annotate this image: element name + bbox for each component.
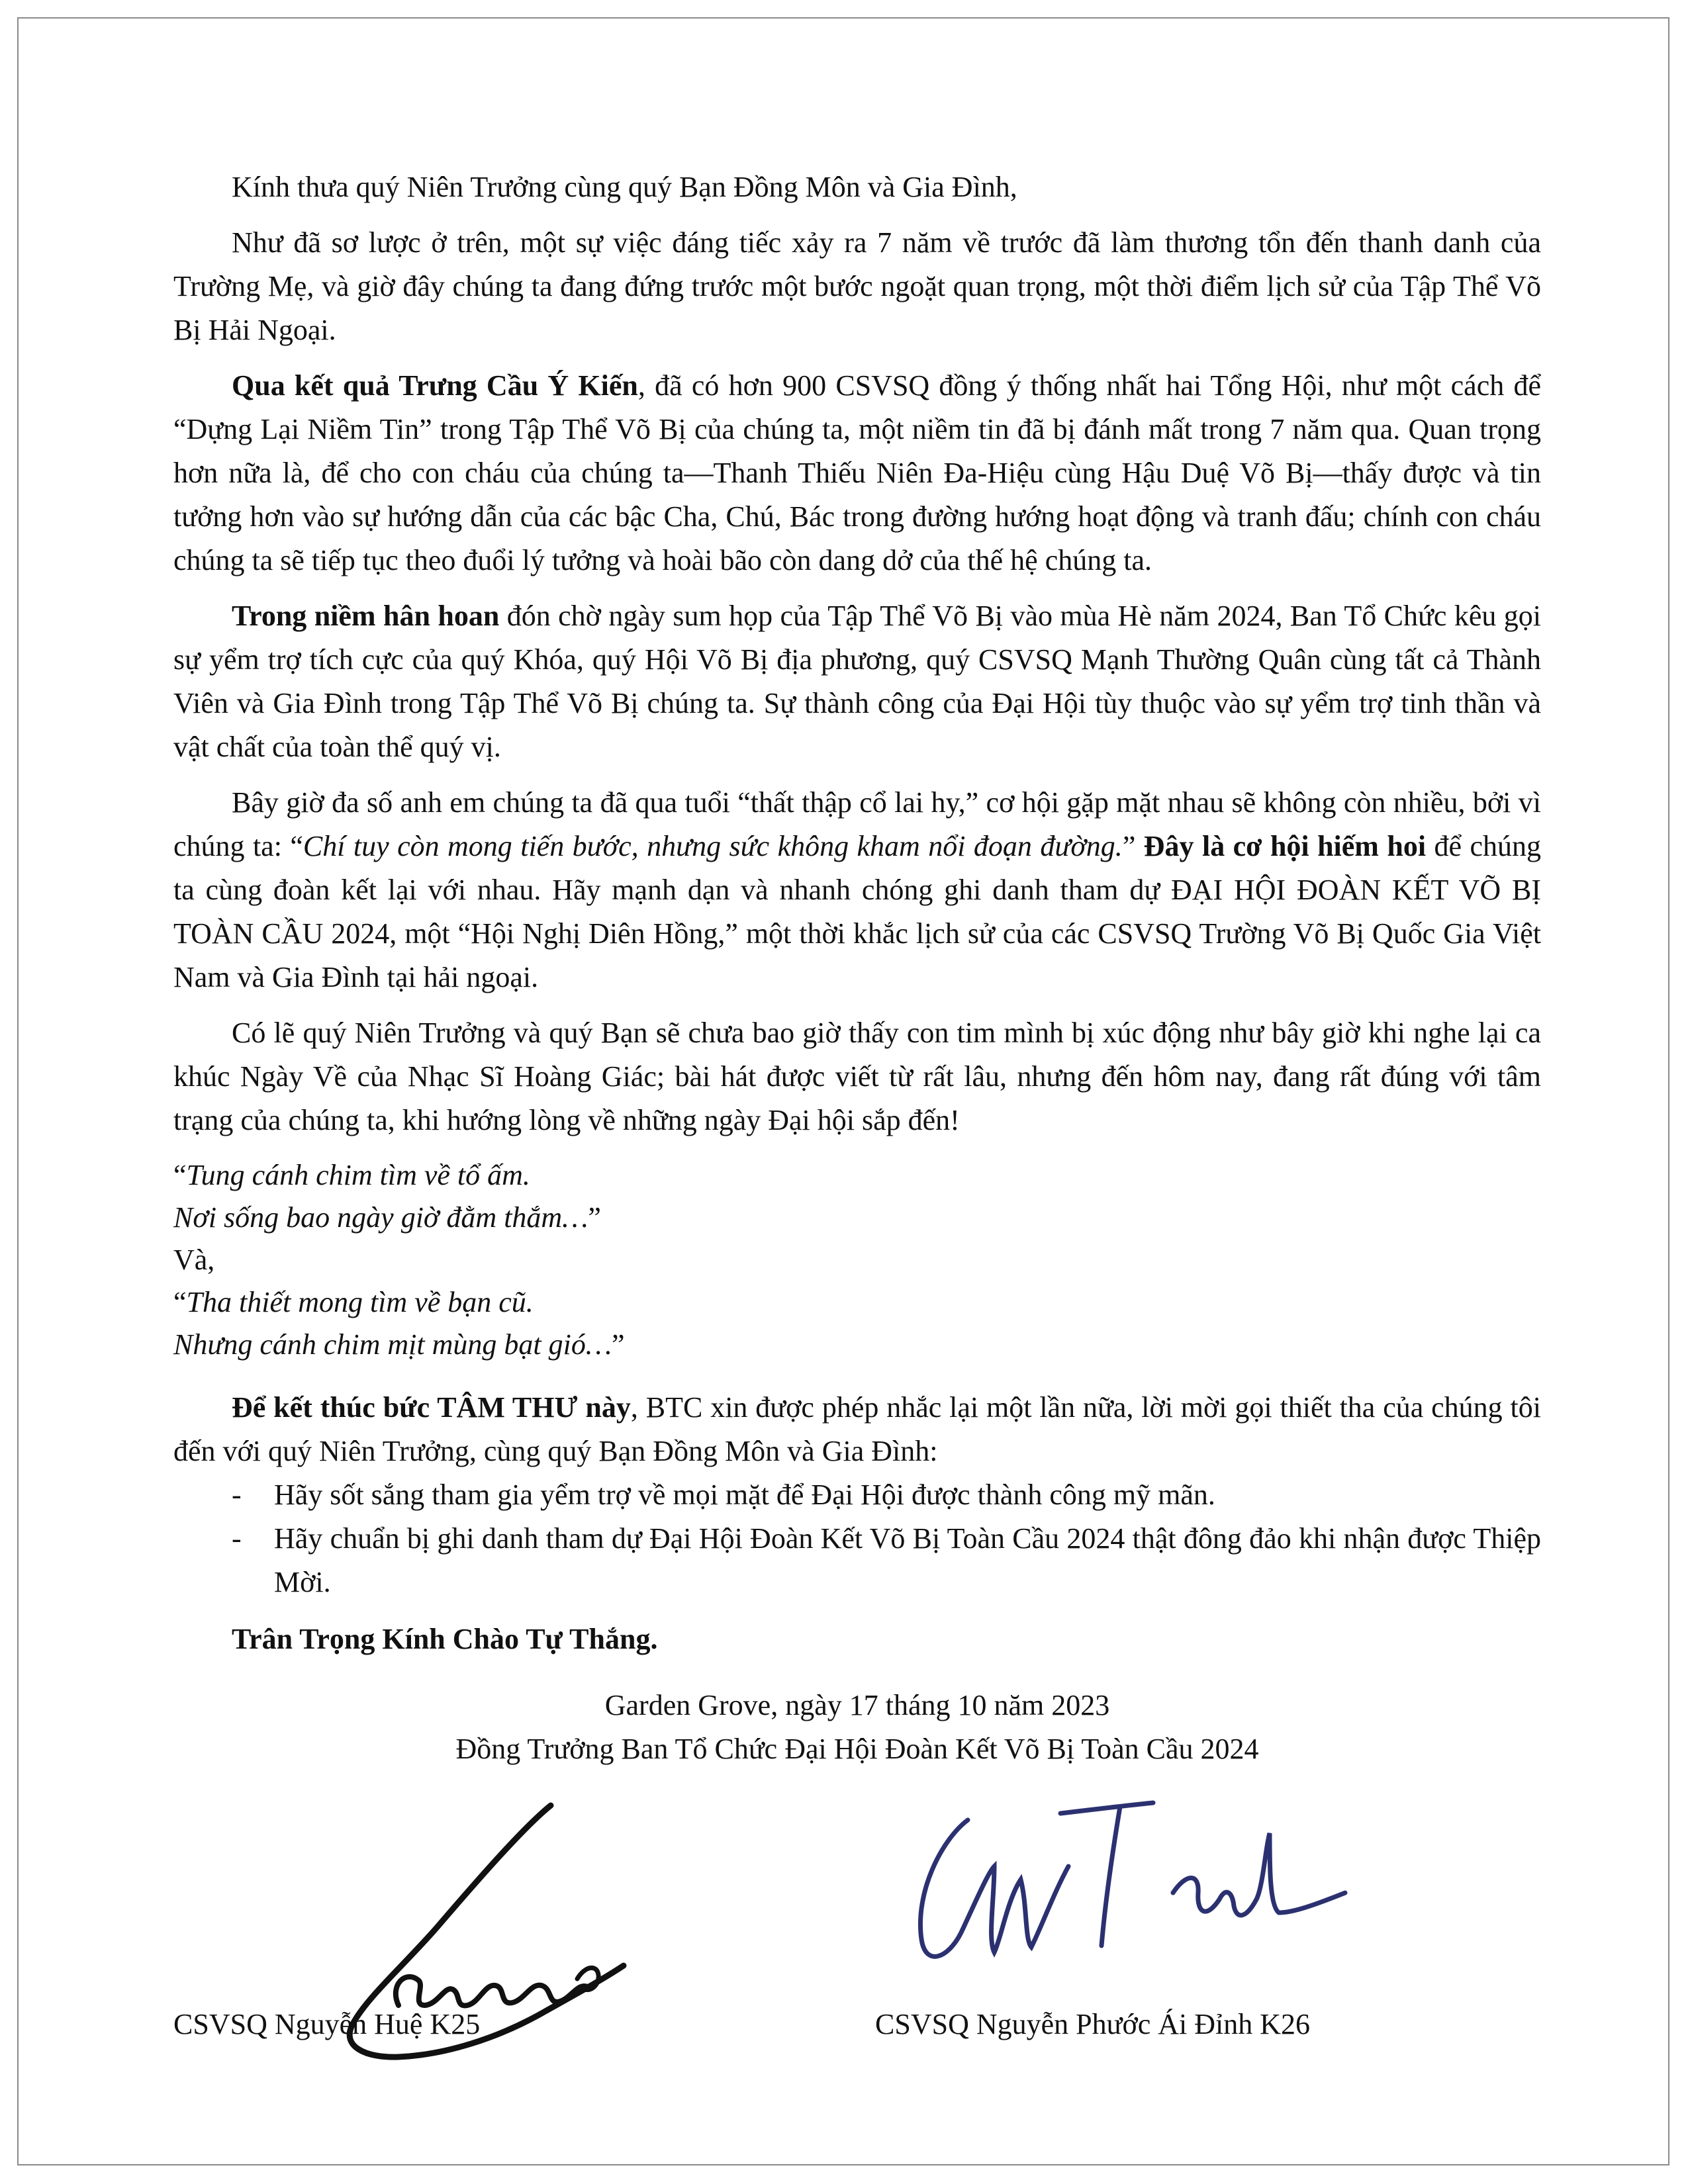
closing-text: Trân Trọng Kính Chào Tự Thắng. bbox=[232, 1623, 658, 1655]
paragraph-2 bbox=[173, 364, 1541, 582]
signature-right bbox=[895, 1794, 1358, 1992]
paragraph-3 bbox=[173, 594, 1541, 769]
paragraph-2-text: , đã có hơn 900 CSVSQ đồng ý thống nhất hai Tổng Hội, như một cách để “Dựng Lại Niềm Tin” trong Tập Thể Võ Bị của chúng ta, một niềm tin đã bị đánh mất trong 7 năm qua. Quan trọng hơn nữa là, để cho con cháu của chúng ta—Thanh Thiếu Niên Đa-Hiệu cùng Hậu Duệ Võ Bị—thấy được và tin tưởng hơn vào sự hướng dẫn của các bậc Cha, Chú, Bác trong đường hướng hoạt động và tranh đấu; chính con cháu chúng ta sẽ tiếp tục theo đuổi lý tưởng và hoài bão còn dang dở của thế hệ chúng ta. bbox=[173, 369, 1541, 576]
bullet-dash: - bbox=[232, 1479, 242, 1511]
verse-2-line-2 bbox=[173, 1324, 1541, 1366]
verse-text: Nhưng cánh chim mịt mùng bạt gió… bbox=[173, 1328, 612, 1361]
verse-conjunction: Và, bbox=[173, 1244, 215, 1276]
paragraph-6 bbox=[173, 1386, 1541, 1473]
list-item-text: Hãy sốt sắng tham gia yểm trợ về mọi mặt để Đại Hội được thành công mỹ mãn. bbox=[274, 1479, 1215, 1511]
list-item bbox=[173, 1517, 1541, 1604]
paragraph-4-text-a: Bây giờ đa số anh em chúng ta đã qua tuổi “thất thập cổ lai hy,” cơ hội gặp mặt nhau sẽ không còn nhiều, bởi vì chúng ta: “ bbox=[173, 786, 1541, 862]
song-verses bbox=[173, 1154, 1541, 1366]
letter-body bbox=[173, 165, 1541, 1771]
bullet-dash: - bbox=[232, 1522, 242, 1555]
request-list bbox=[173, 1473, 1541, 1604]
quote-close: ” bbox=[611, 1328, 625, 1361]
salutation: Kính thưa quý Niên Trưởng cùng quý Bạn Đồng Môn và Gia Đình, bbox=[232, 171, 1017, 203]
signatory-name-left: CSVSQ Nguyễn Huệ K25 bbox=[173, 2008, 481, 2040]
quote-open: “ bbox=[173, 1286, 187, 1318]
verse-text: Tung cánh chim tìm về tổ ấm. bbox=[186, 1159, 530, 1191]
verse-2-line-1 bbox=[173, 1281, 1541, 1324]
signatory-role: Đồng Trưởng Ban Tổ Chức Đại Hội Đoàn Kết Võ Bị Toàn Cầu 2024 bbox=[455, 1733, 1259, 1765]
verse-text: Nơi sống bao ngày giờ đằm thắm… bbox=[173, 1201, 588, 1234]
verse-text: Tha thiết mong tìm về bạn cũ. bbox=[186, 1286, 534, 1318]
paragraph-6-lead: Để kết thúc bức TÂM THƯ này bbox=[232, 1391, 631, 1424]
paragraph-4 bbox=[173, 781, 1541, 999]
paragraph-3-lead: Trong niềm hân hoan bbox=[232, 600, 500, 632]
paragraph-4-text-c: để chúng ta cùng đoàn kết lại với nhau. Hãy mạnh dạn và nhanh chóng ghi danh tham dự ĐẠI HỘI ĐOÀN KẾT VÕ BỊ TOÀN CẦU 2024, một “Hội Nghị Diên Hồng,” một thời khắc lịch sử của các CSVSQ Trường Võ Bị Quốc Gia Việt Nam và Gia Đình tại hải ngoại. bbox=[173, 830, 1541, 993]
quote-open: “ bbox=[173, 1159, 187, 1191]
closing-greeting bbox=[173, 1617, 1541, 1661]
list-item-text: Hãy chuẩn bị ghi danh tham dự Đại Hội Đoàn Kết Võ Bị Toàn Cầu 2024 thật đông đảo khi nhận được Thiệp Mời. bbox=[274, 1522, 1541, 1598]
quote-close: ” bbox=[588, 1201, 601, 1234]
verse-1-line-2 bbox=[173, 1197, 1541, 1239]
paragraph-4-text-b: ” bbox=[1122, 830, 1136, 862]
signatory-name-right: CSVSQ Nguyễn Phước Ái Đỉnh K26 bbox=[875, 2008, 1311, 2040]
verse-1-line-1 bbox=[173, 1154, 1541, 1197]
paragraph-4-quote: Chí tuy còn mong tiến bước, nhưng sức không kham nổi đoạn đường. bbox=[303, 830, 1123, 862]
place-date: Garden Grove, ngày 17 tháng 10 năm 2023 bbox=[604, 1689, 1110, 1721]
paragraph-6-text: , BTC xin được phép nhắc lại một lần nữa, lời mời gọi thiết tha của chúng tôi đến với quý Niên Trưởng, cùng quý Bạn Đồng Môn và Gia Đình: bbox=[173, 1391, 1542, 1467]
paragraph-4-emphasis: Đây là cơ hội hiếm hoi bbox=[1143, 830, 1427, 862]
paragraph-1: Như đã sơ lược ở trên, một sự việc đáng tiếc xảy ra 7 năm về trước đã làm thương tổn đến thanh danh của Trường Mẹ, và giờ đây chúng ta đang đứng trước một bước ngoặt quan trọng, một thời điểm lịch sử của Tập Thể Võ Bị Hải Ngoại. bbox=[173, 226, 1541, 346]
paragraph-5: Có lẽ quý Niên Trưởng và quý Bạn sẽ chưa bao giờ thấy con tim mình bị xúc động như bây giờ khi nghe lại ca khúc Ngày Về của Nhạc Sĩ Hoàng Giác; bài hát được viết từ rất lâu, nhưng đến hôm nay, đang rất đúng với tâm trạng của chúng ta, khi hướng lòng về những ngày Đại hội sắp đến! bbox=[173, 1017, 1541, 1136]
list-item bbox=[173, 1473, 1541, 1517]
paragraph-2-lead: Qua kết quả Trưng Cầu Ý Kiến bbox=[232, 369, 638, 402]
paragraph-3-text: đón chờ ngày sum họp của Tập Thể Võ Bị vào mùa Hè năm 2024, Ban Tổ Chức kêu gọi sự yểm trợ tích cực của quý Khóa, quý Hội Võ Bị địa phương, quý CSVSQ Mạnh Thường Quân cùng tất cả Thành Viên và Gia Đình trong Tập Thể Võ Bị chúng ta. Sự thành công của Đại Hội tùy thuộc vào sự yểm trợ tinh thần và vật chất của toàn thể quý vị. bbox=[173, 600, 1541, 763]
